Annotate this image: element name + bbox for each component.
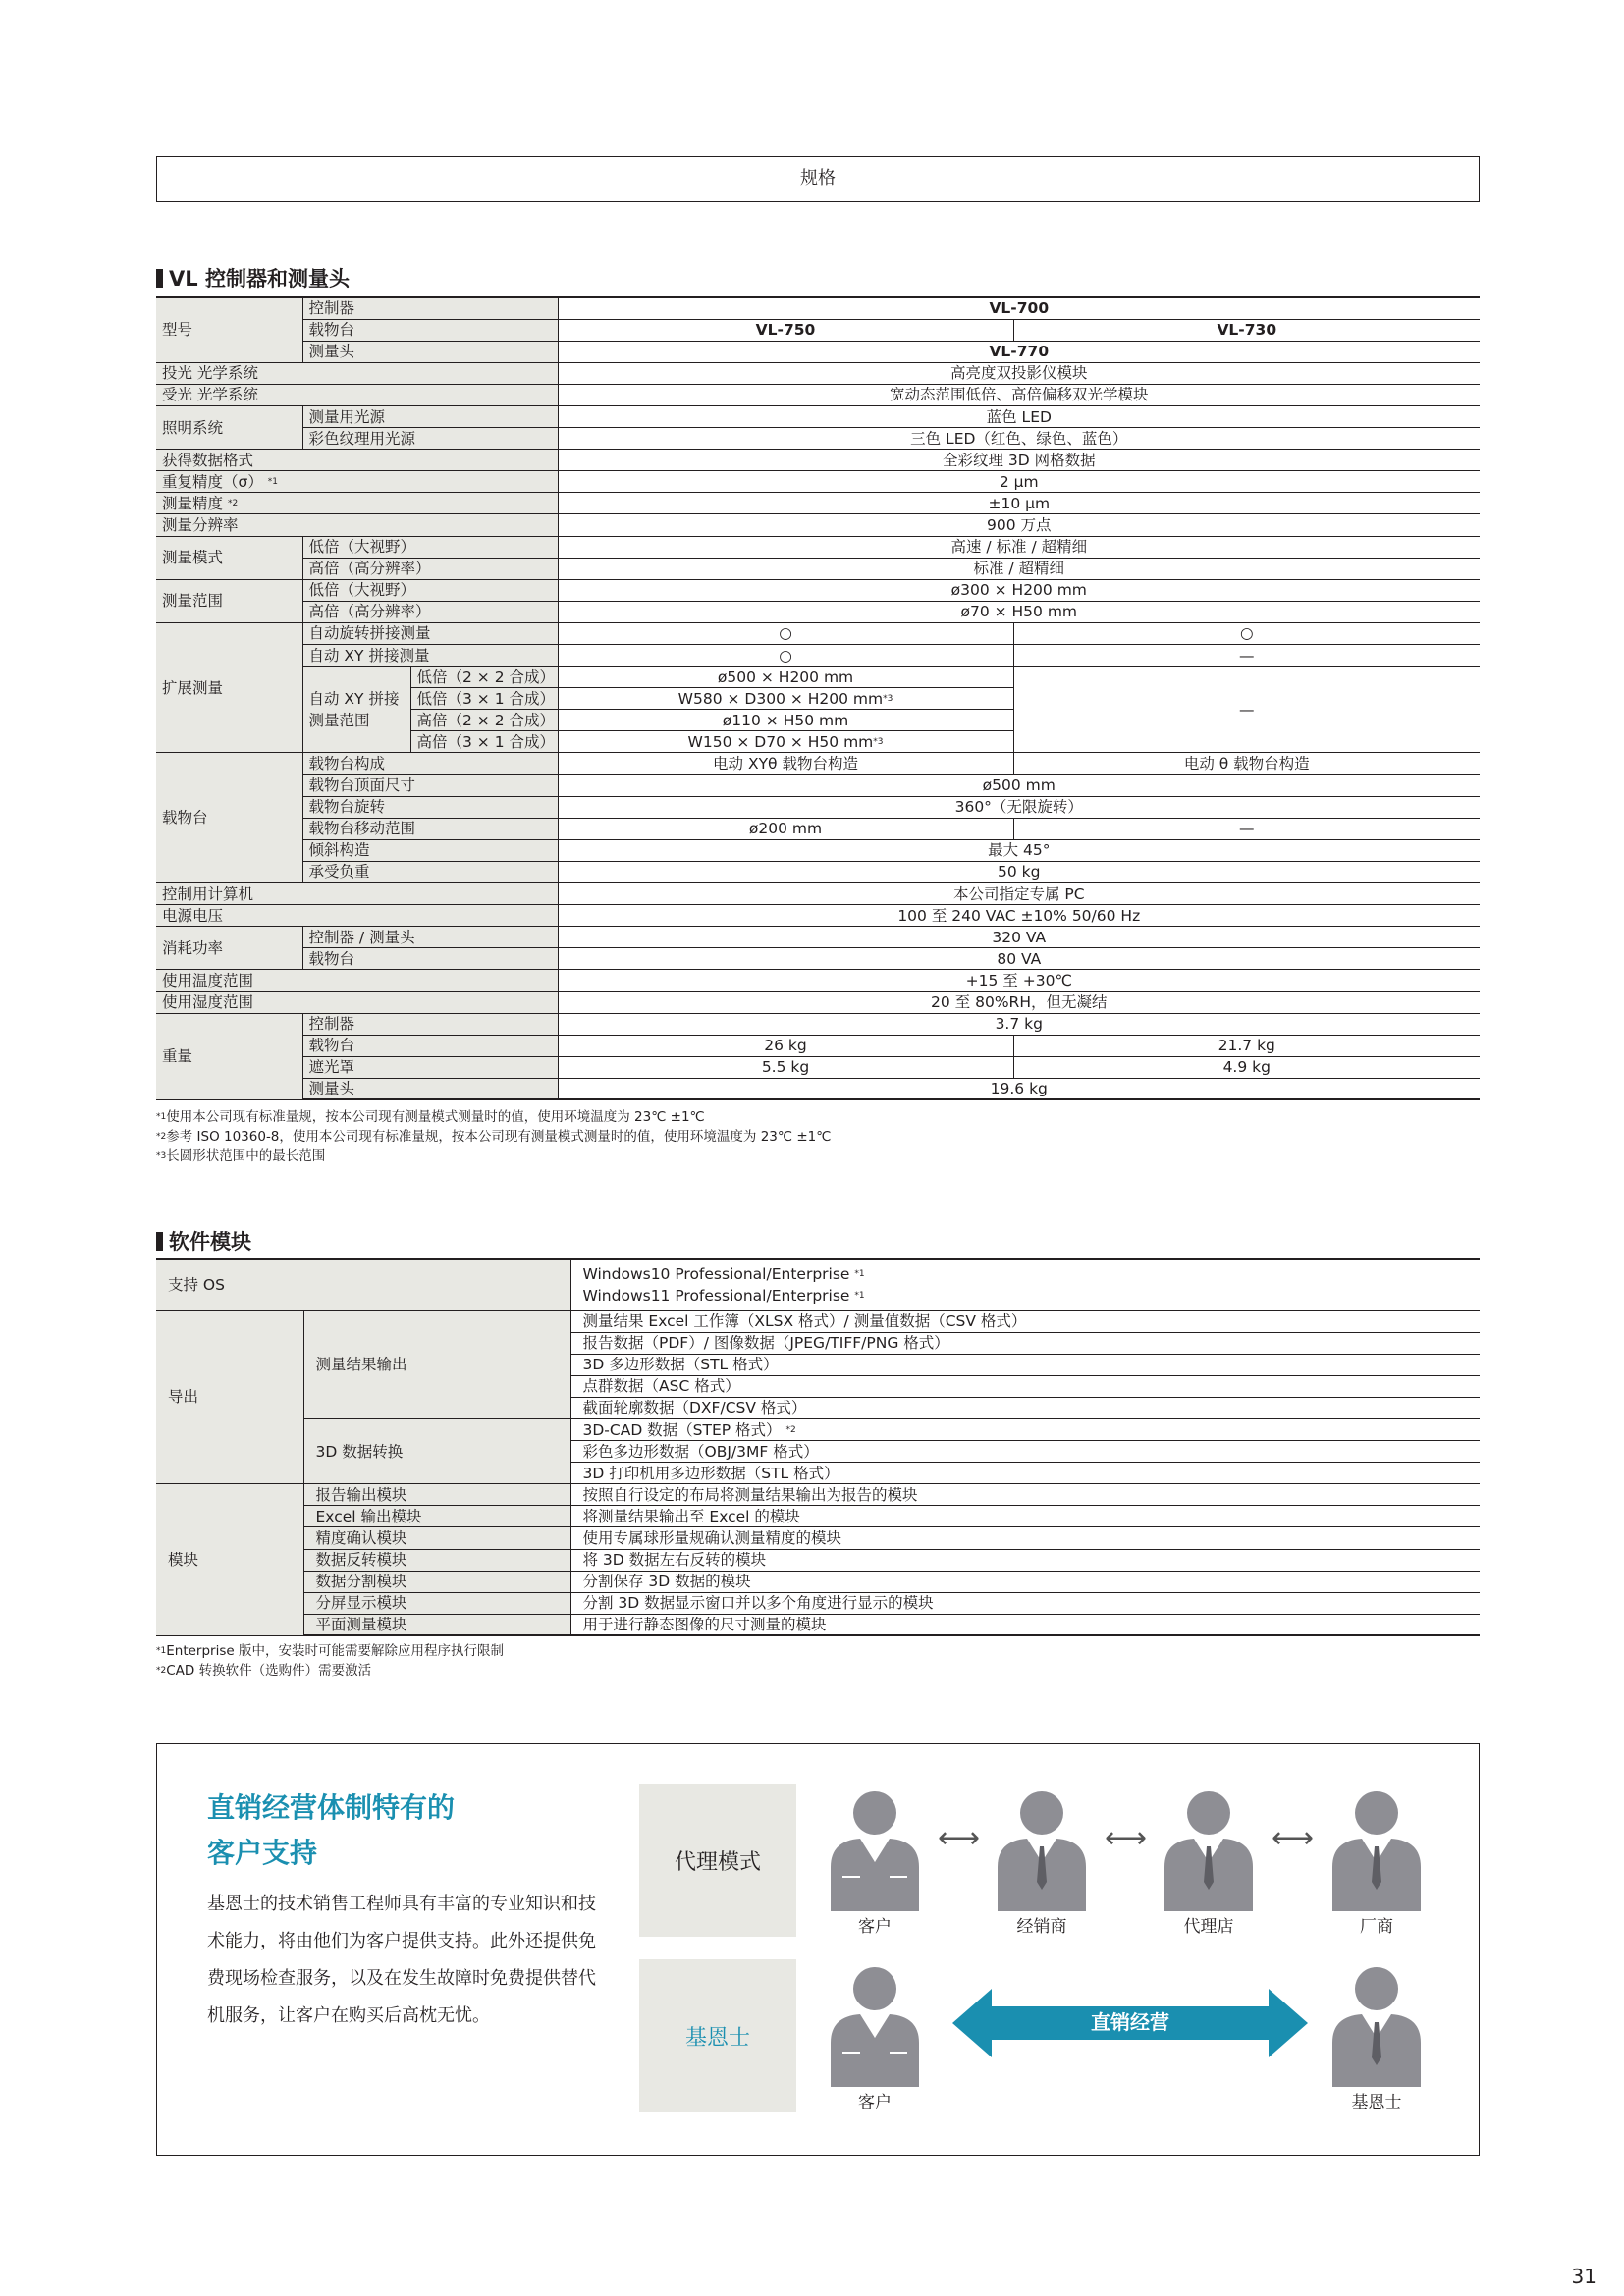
section-bar bbox=[156, 269, 163, 288]
agent-mode-label: 代理模式 bbox=[639, 1784, 796, 1937]
agency-icon bbox=[1155, 1784, 1263, 1911]
manufacturer-icon bbox=[1323, 1784, 1431, 1911]
support-body: 基恩士的技术销售工程师具有丰富的专业知识和技术能力，将由他们为客户提供支持。此外还提供免费现场检查服务，以及在发生故障时免费提供替代机服务，让客户在购买后高枕无忧。 bbox=[207, 1894, 596, 2026]
software-notes bbox=[156, 1641, 504, 1681]
person-label: 基恩士 bbox=[1351, 2093, 1402, 2112]
section-title-vl bbox=[156, 263, 350, 293]
support-box bbox=[156, 1743, 1480, 2156]
customer-icon bbox=[821, 1959, 929, 2087]
note-2: $^{*2}$CAD 转换软件（选购件）需要激活 bbox=[156, 1663, 372, 1679]
person-label: 经销商 bbox=[1016, 1917, 1067, 1937]
section-bar bbox=[156, 1232, 163, 1251]
double-arrow-icon: ⟷ bbox=[938, 1821, 981, 1855]
section-title-software bbox=[156, 1226, 251, 1255]
customer-icon bbox=[821, 1784, 929, 1911]
section-title-text: VL 控制器和测量头 bbox=[169, 267, 350, 291]
person-label: 客户 bbox=[858, 1917, 892, 1937]
direct-sales-label: 直销经营 bbox=[1091, 2010, 1169, 2034]
note-2: $^{*2}$参考 ISO 10360-8，使用本公司现有标准量规，按本公司现有测量模式测量时的值，使用环境温度为 23℃ ±1℃ bbox=[156, 1129, 832, 1145]
keyence-mode-label: 基恩士 bbox=[639, 1959, 796, 2112]
section-title-text: 软件模块 bbox=[169, 1230, 251, 1254]
person-label: 客户 bbox=[858, 2093, 892, 2112]
note-1: $^{*1}$Enterprise 版中，安装时可能需要解除应用程序执行限制 bbox=[156, 1643, 504, 1659]
person-label: 厂商 bbox=[1360, 1917, 1393, 1937]
support-title: 直销经营体制特有的 客户支持 bbox=[207, 1791, 456, 1869]
page-number: 31 bbox=[1571, 2265, 1597, 2288]
double-arrow-icon: ⟷ bbox=[1105, 1821, 1148, 1855]
double-arrow-icon: ⟷ bbox=[1272, 1821, 1315, 1855]
spec-notes bbox=[156, 1107, 831, 1166]
note-1: $^{*1}$使用本公司现有标准量规，按本公司现有测量模式测量时的值，使用环境温度为 23℃ ±1℃ bbox=[156, 1109, 705, 1125]
dealer-icon bbox=[988, 1784, 1096, 1911]
keyence-icon bbox=[1323, 1959, 1431, 2087]
spec-table: 型号 控制器 VL-700 载物台 VL-750 VL-730 测量头 VL-770 投光 光学系统 高亮度双投影仪模块 受光 光学系统 宽动态范围低倍、高倍偏移双光学模块 照明系统 测量用光源 蓝色 LED 彩色纹理用光源 三色 LED（红色、绿色、蓝色） 获得数据格式 全彩纹理 3D 网格数据 重复精度（σ） $^{*1}$ 2 μm 测量精度 $^{*2}$ ±10 μm 测量分辨率 900 万点 测量模式 低倍（大视野） 高速 / 标准 / 超精细 高倍（高分辨率） 标准 / 超精细 测量范围 低倍（大视野） ø300 × H200 mm 高倍（高分辨率） ø70 × H50 mm 扩展测量 自动旋转拼接测量 ○ ○ 自动 XY 拼接测量 ○ — 自动 XY 拼接 测量范围 低倍（2 × 2 合成） ø500 × H200 mm — 低倍（3 × 1 合成） W580 × D300 × H200 $mm^{*3}$ 高倍（2 × 2 合成） ø110 × H50 mm 高倍（3 × 1 合成） W150 × D70 × H50 $mm^{*3}$ 载物台 载物台构成 电动 XYθ 载物台构造 电动 θ 载物台构造 载物台顶面尺寸 ø500 mm 载物台旋转 360°（无限旋转） 载物台移动范围 ø200 mm — 倾斜构造 最大 45° 承受负重 50 kg 控制用计算机 本公司指定专属 PC 电源电压 100 至 240 VAC ±10% 50/60 Hz 消耗功率 控制器 / 测量头 320 VA 载物台 80 VA 使用温度范围 +15 至 +30℃ 使用湿度范围 20 至 80%RH，但无凝结 重量 控制器 3.7 kg 载物台 26 kg 21.7 kg 遮光罩 5.5 kg 4.9 kg 测量头 19.6 kg bbox=[156, 296, 1480, 1100]
person-label: 代理店 bbox=[1183, 1917, 1234, 1937]
software-table: 支持 OS Windows10 Professional/Enterprise $^{*1}$ Windows11 Professional/Enterprise $^{*1}$ 导出 测量结果输出 测量结果 Excel 工作簿（XLSX 格式）/ 测量值数据（CSV 格式） 报告数据（PDF）/ 图像数据（JPEG/TIFF/PNG 格式） 3D 多边形数据（STL 格式） 点群数据（ASC 格式） 截面轮廓数据（DXF/CSV 格式） 3D 数据转换 3D-CAD 数据（STEP 格式） $^{*2}$ 彩色多边形数据（OBJ/3MF 格式） 3D 打印机用多边形数据（STL 格式） 模块 报告输出模块 按照自行设定的布局将测量结果输出为报告的模块 Excel 输出模块 将测量结果输出至 Excel 的模块 精度确认模块 使用专属球形量规确认测量精度的模块 数据反转模块 将 3D 数据左右反转的模块 数据分割模块 分割保存 3D 数据的模块 分屏显示模块 分割 3D 数据显示窗口并以多个角度进行显示的模块 平面测量模块 用于进行静态图像的尺寸测量的模块 bbox=[156, 1258, 1480, 1636]
model-label: 型号 bbox=[156, 297, 302, 362]
spec-header: 规格 bbox=[156, 156, 1480, 202]
note-3: $^{*3}$长圆形状范围中的最长范围 bbox=[156, 1148, 326, 1164]
